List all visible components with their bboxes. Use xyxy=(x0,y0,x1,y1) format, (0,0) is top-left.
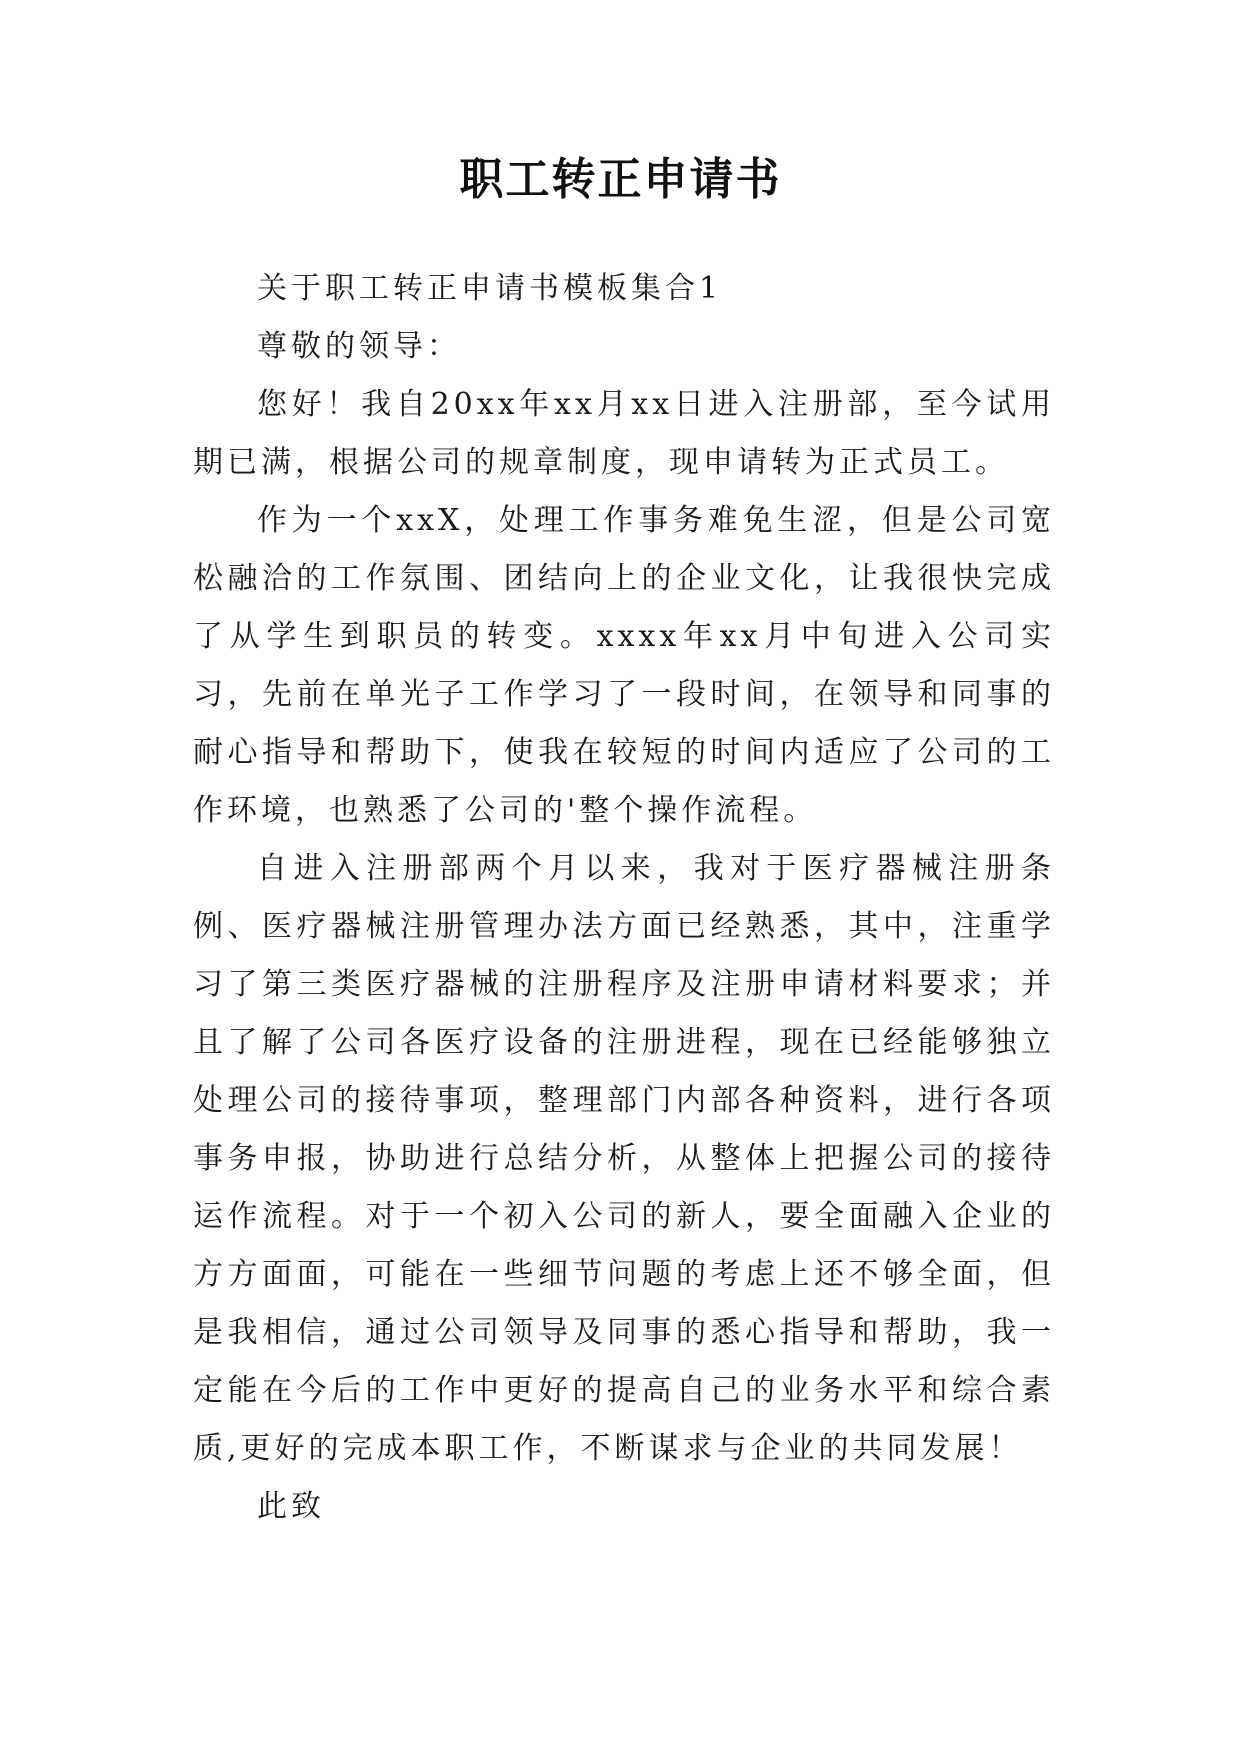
paragraph-greeting: 您好！我自20xx年xx月xx日进入注册部，至今试用期已满，根据公司的规章制度，现申请转为正式员工。 xyxy=(193,387,1055,480)
closing-line: 此致 xyxy=(257,1489,325,1524)
salutation: 尊敬的领导： xyxy=(257,329,461,364)
subtitle-line: 关于职工转正申请书模板集合1 xyxy=(257,271,723,306)
paragraph-experience: 作为一个xxX，处理工作事务难免生涩，但是公司宽松融洽的工作氛围、团结向上的企业文化，让我很快完成了从学生到职员的转变。xxxx年xx月中旬进入公司实习，先前在单光子工作学习了一段时间，在领导和同事的耐心指导和帮助下，使我在较短的时间内适应了公司的工作环境，也熟悉了公司的'整个操作流程。 xyxy=(193,503,1055,828)
page-title: 职工转正申请书 xyxy=(459,154,782,205)
paragraph-work-summary: 自进入注册部两个月以来，我对于医疗器械注册条例、医疗器械注册管理办法方面已经熟悉，其中，注重学习了第三类医疗器械的注册程序及注册申请材料要求；并且了解了公司各医疗设备的注册进程，现在已经能够独立处理公司的接待事项，整理部门内部各种资料，进行各项事务申报，协助进行总结分析，从整体上把握公司的接待运作流程。对于一个初入公司的新人，要全面融入企业的方方面面，可能在一些细节问题的考虑上还不够全面，但是我相信，通过公司领导及同事的悉心指导和帮助，我一定能在今后的工作中更好的提高自己的业务水平和综合素质,更好的完成本职工作，不断谋求与企业的共同发展！ xyxy=(193,851,1055,1466)
document-body xyxy=(193,260,1055,1536)
